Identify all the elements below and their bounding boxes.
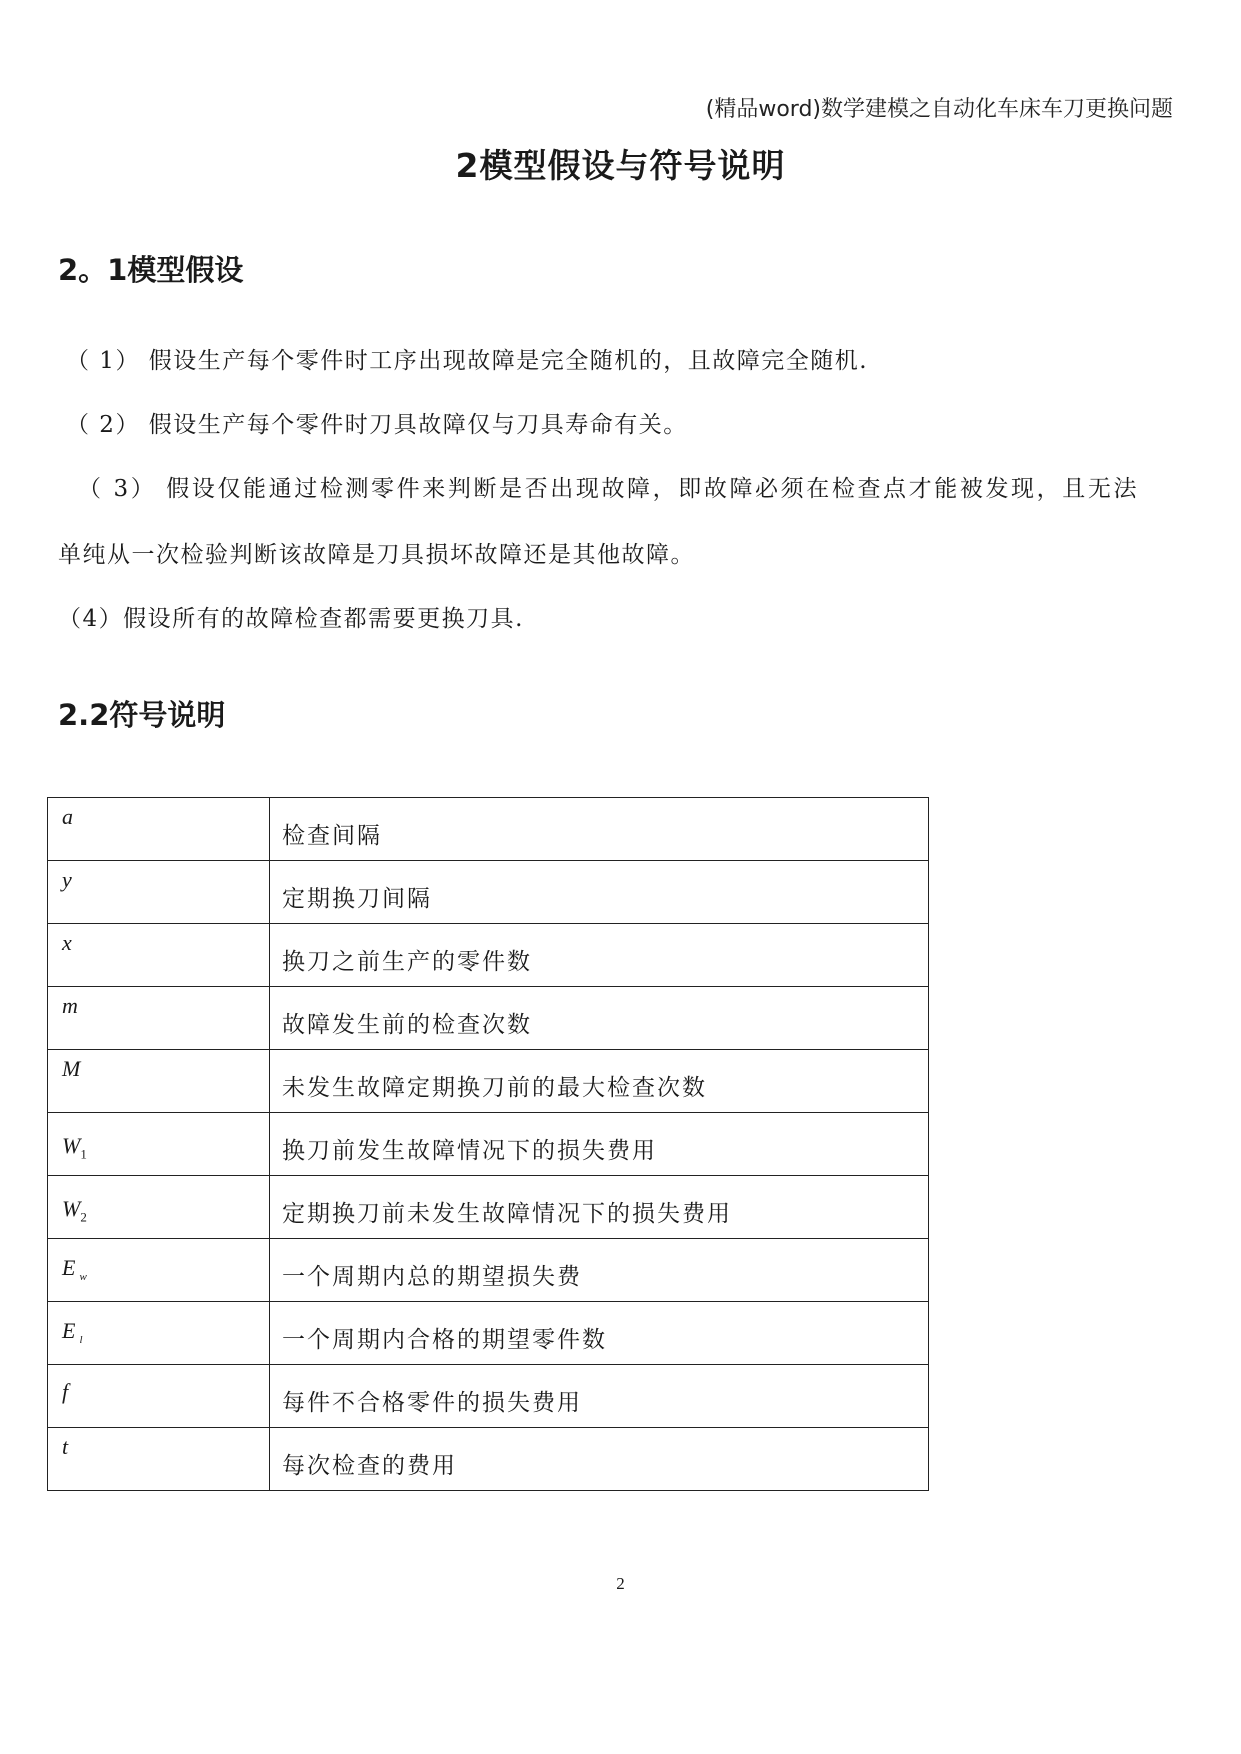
assumption-item: （ 2） 假设生产每个零件时刀具故障仅与刀具寿命有关。: [66, 412, 688, 438]
table-row: [48, 1302, 929, 1365]
table-row: [48, 924, 929, 987]
description-cell: 每次检查的费用: [270, 1428, 929, 1491]
symbol-cell: [48, 1428, 270, 1491]
assumption-item: （ 1） 假设生产每个零件时工序出现故障是完全随机的，且故障完全随机.: [66, 348, 869, 374]
symbol-letter: E: [62, 1255, 76, 1280]
symbol-cell: [48, 1176, 270, 1239]
table-row: [48, 1365, 929, 1428]
description-cell: 定期换刀间隔: [270, 861, 929, 924]
table-row: [48, 1239, 929, 1302]
table-row: [48, 1176, 929, 1239]
symbol-letter: x: [62, 930, 72, 955]
assumption-item: （4）假设所有的故障检查都需要更换刀具.: [58, 606, 524, 632]
symbol-cell: [48, 1302, 270, 1365]
section-heading-symbols: 2.2符号说明: [58, 698, 226, 732]
symbol-cell: [48, 1050, 270, 1113]
description-cell: 定期换刀前未发生故障情况下的损失费用: [270, 1176, 929, 1239]
symbol-letter: t: [62, 1434, 69, 1459]
symbol-cell: [48, 798, 270, 861]
description-cell: 一个周期内合格的期望零件数: [270, 1302, 929, 1365]
description-cell: 一个周期内总的期望损失费: [270, 1239, 929, 1302]
symbol-subscript: 2: [80, 1209, 87, 1225]
symbol-table: [47, 797, 929, 1491]
page-number: 2: [616, 1574, 625, 1593]
symbol-letter: W: [62, 1196, 81, 1221]
assumption-item-continuation: 单纯从一次检验判断该故障是刀具损坏故障还是其他故障。: [58, 542, 695, 568]
description-cell: 故障发生前的检查次数: [270, 987, 929, 1050]
symbol-letter: E: [62, 1318, 76, 1343]
symbol-letter: m: [62, 993, 78, 1018]
symbol-letter: y: [62, 867, 72, 892]
description-cell: 未发生故障定期换刀前的最大检查次数: [270, 1050, 929, 1113]
symbol-cell: [48, 987, 270, 1050]
symbol-subscript: l: [79, 1334, 83, 1347]
table-row: [48, 798, 929, 861]
symbol-cell: [48, 1113, 270, 1176]
symbol-letter: W: [62, 1133, 81, 1158]
table-row: [48, 1113, 929, 1176]
assumption-item: （ 3） 假设仅能通过检测零件来判断是否出现故障，即故障必须在检查点才能被发现，且无法: [78, 476, 1140, 502]
table-row: [48, 1428, 929, 1491]
page-title: 2模型假设与符号说明: [455, 146, 786, 185]
symbol-cell: [48, 1239, 270, 1302]
symbol-cell: [48, 861, 270, 924]
table-row: [48, 861, 929, 924]
description-cell: 换刀前发生故障情况下的损失费用: [270, 1113, 929, 1176]
table-row: [48, 1050, 929, 1113]
document-header-note: (精品word)数学建模之自动化车床车刀更换问题: [705, 97, 1173, 122]
symbol-letter: M: [62, 1056, 81, 1081]
section-heading-assumptions: 2。1模型假设: [58, 253, 244, 287]
table-row: [48, 987, 929, 1050]
symbol-subscript: w: [79, 1271, 87, 1284]
description-cell: 每件不合格零件的损失费用: [270, 1365, 929, 1428]
description-cell: 检查间隔: [270, 798, 929, 861]
symbol-letter: a: [62, 804, 73, 829]
symbol-letter: f: [62, 1379, 69, 1404]
symbol-cell: [48, 924, 270, 987]
symbol-cell: [48, 1365, 270, 1428]
description-cell: 换刀之前生产的零件数: [270, 924, 929, 987]
symbol-subscript: 1: [80, 1146, 87, 1162]
